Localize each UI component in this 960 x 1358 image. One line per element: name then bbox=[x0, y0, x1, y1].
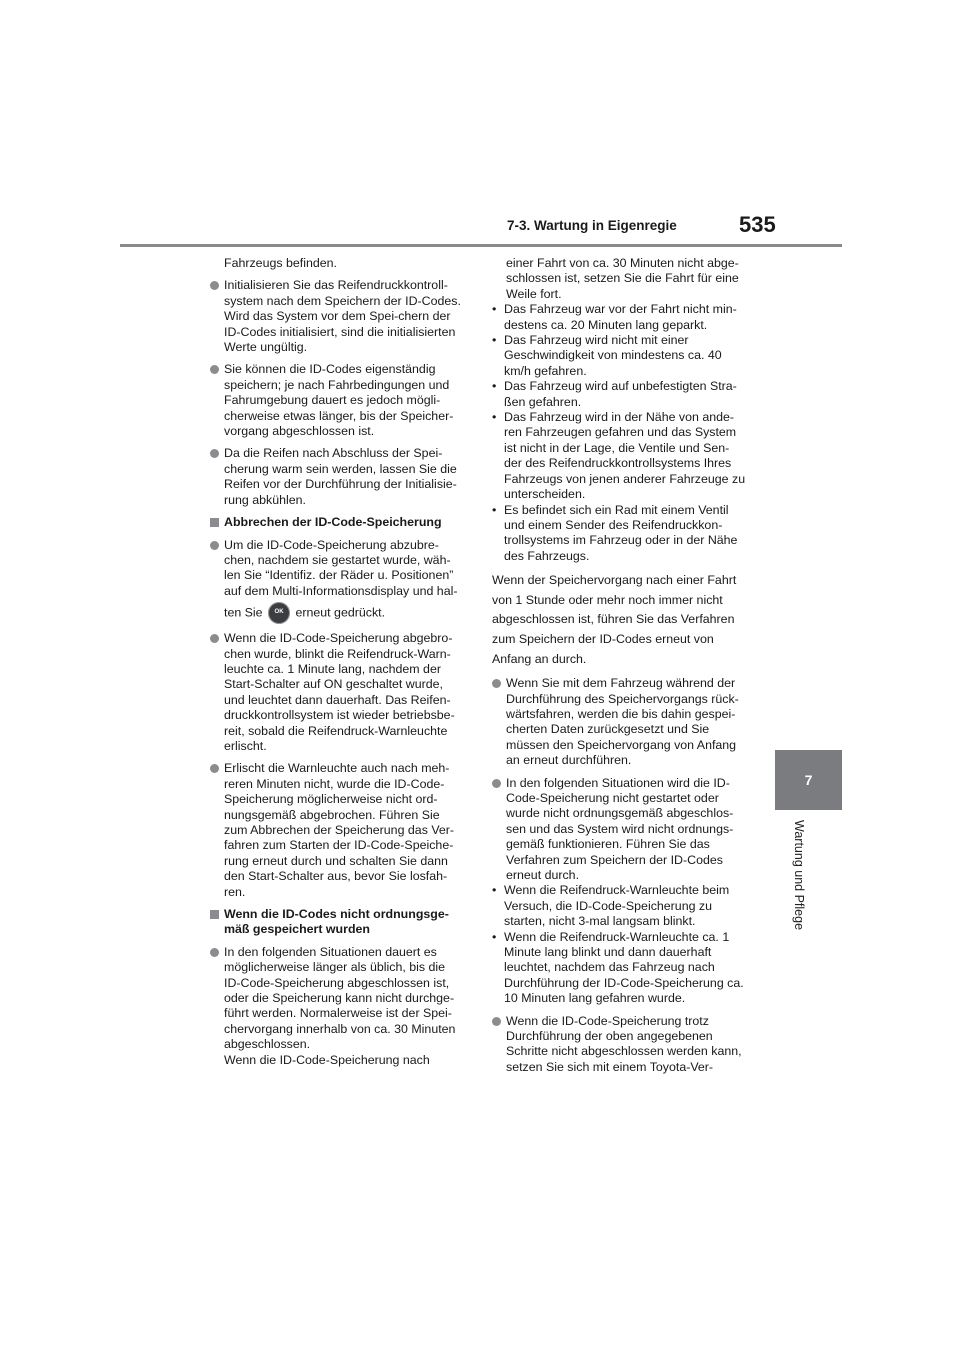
paragraph-text: Wenn die ID-Code-Speicherung abgebro-chen wurde, blinkt die Reifendruck-Warn-leuchte ca. 1 Minute lang, nachdem der Start-Schalter auf ON geschaltet wurde, und leuchtet dann dauerhaft. Das Reifen-druckkontrollsystem ist wieder betriebsbe-reit, sobald die Reifendruck-Warnleuchte erlischt. bbox=[224, 631, 455, 753]
bullet-paragraph bbox=[492, 776, 747, 884]
square-bullet-icon bbox=[210, 910, 219, 919]
paragraph-text: In den folgenden Situationen dauert es möglicherweise länger als üblich, bis die ID-Code-Speicherung abgeschlossen ist, oder die Speicherung kann nicht durchge-führt werden. Normalerweise ist der Spei-chervorgang innerhalb von ca. 30 Minuten abgeschlossen. bbox=[224, 944, 456, 1052]
paragraph-text: In den folgenden Situationen wird die ID-Code-Speicherung nicht gestartet oder wurde nicht ordnungsgemäß abgeschlos-sen und das System wird nicht ordnungs-gemäß funktionieren. Führen Sie das Verfahren zum Speichern der ID-Codes erneut durch. bbox=[506, 775, 734, 882]
paragraph-text: Um die ID-Code-Speicherung abzubre-chen, nachdem sie gestartet wurde, wäh-len Sie “Identifiz. der Räder u. Positionen” auf dem Multi-Informationsdisplay und hal- bbox=[224, 537, 458, 598]
left-column bbox=[210, 256, 465, 1075]
list-item-text: Wenn die Reifendruck-Warnleuchte beim Versuch, die ID-Code-Speicherung zu starten, nicht 3-mal langsam blinkt. bbox=[504, 883, 730, 929]
round-bullet-icon bbox=[210, 541, 219, 550]
paragraph-text: Da die Reifen nach Abschluss der Spei-cherung warm sein werden, lassen Sie die Reifen vor der Durchführung der Initialisie-rung abkühlen. bbox=[224, 446, 457, 507]
paragraph-text: Erlischt die Warnleuchte auch nach meh-reren Minuten nicht, wurde die ID-Code-Speicherung möglicherweise nicht ord-nungsgemäß abgebrochen. Führen Sie zum Abbrechen der Speicherung das Ver-fahren zum Starten der ID-Code-Speiche-rung erneut durch und schalten Sie dann den Start-Schalter aus, bevor Sie losfah-ren. bbox=[224, 761, 455, 899]
round-bullet-icon bbox=[210, 634, 219, 643]
subsection-heading bbox=[210, 515, 465, 530]
bullet-paragraph bbox=[210, 945, 465, 1068]
paragraph-text: Wenn die ID-Code-Speicherung nach bbox=[224, 1052, 430, 1067]
chapter-tab bbox=[775, 750, 842, 810]
bullet-paragraph bbox=[210, 362, 465, 439]
paragraph-text-with-button bbox=[224, 602, 465, 624]
bullet-dot: • bbox=[492, 929, 497, 944]
ok-button-icon: OK bbox=[268, 602, 290, 624]
round-bullet-icon bbox=[210, 948, 219, 957]
list-item bbox=[492, 379, 747, 410]
bullet-paragraph bbox=[210, 278, 465, 355]
round-bullet-icon bbox=[210, 365, 219, 374]
paragraph-text: Wenn die ID-Code-Speicherung trotz Durchführung der oben angegebenen Schritte nicht abgeschlossen werden kann, setzen Sie sich mit einem Toyota-Ver- bbox=[506, 1013, 742, 1074]
continued-text: einer Fahrt von ca. 30 Minuten nicht abge-schlossen ist, setzen Sie die Fahrt für eine Weile fort. bbox=[506, 256, 739, 301]
paragraph-text: ten Sie bbox=[224, 605, 263, 620]
header-divider bbox=[120, 244, 842, 247]
list-item bbox=[492, 302, 747, 333]
section-title: 7-3. Wartung in Eigenregie bbox=[507, 218, 677, 233]
page-number: 535 bbox=[739, 212, 776, 237]
bullet-dot: • bbox=[492, 883, 497, 898]
chapter-label: Wartung und Pflege bbox=[792, 820, 806, 931]
sub-list bbox=[492, 883, 747, 1006]
list-item-text: Es befindet sich ein Rad mit einem Ventil und einem Sender des Reifendruckkon-trollsystems im Fahrzeug oder in der Nähe des Fahrzeugs. bbox=[504, 502, 738, 563]
round-bullet-icon bbox=[492, 779, 501, 788]
bullet-paragraph bbox=[492, 1014, 747, 1076]
round-bullet-icon bbox=[210, 281, 219, 290]
subsection-heading bbox=[210, 907, 465, 938]
list-item bbox=[492, 930, 747, 1007]
round-bullet-icon bbox=[210, 764, 219, 773]
bullet-paragraph bbox=[210, 631, 465, 754]
right-column bbox=[492, 256, 747, 1082]
heading-text: Abbrechen der ID-Code-Speicherung bbox=[224, 515, 442, 530]
plain-paragraph: Wenn der Speichervorgang nach einer Fahrt von 1 Stunde oder mehr noch immer nicht abgeschlossen ist, führen Sie das Verfahren zum Speichern der ID-Codes erneut von Anfang an durch. bbox=[492, 573, 737, 666]
round-bullet-icon bbox=[492, 679, 501, 688]
round-bullet-icon bbox=[210, 449, 219, 458]
round-bullet-icon bbox=[492, 1017, 501, 1026]
list-item-text: Wenn die Reifendruck-Warnleuchte ca. 1 Minute lang blinkt und dann dauerhaft leuchtet, nachdem das Fahrzeug nach Durchführung der ID-Code-Speicherung ca. 10 Minuten lang gefahren wurde. bbox=[504, 929, 744, 1006]
list-item bbox=[492, 333, 747, 379]
bullet-paragraph bbox=[492, 676, 747, 768]
bullet-dot: • bbox=[492, 502, 497, 517]
list-item-text: Das Fahrzeug wird nicht mit einer Geschwindigkeit von mindestens ca. 40 km/h gefahren. bbox=[504, 333, 722, 378]
paragraph-text: Sie können die ID-Codes eigenständig speichern; je nach Fahrbedingungen und Fahrumgebung dauert es jedoch mögli-cherweise etwas länger, bis der Speicher-vorgang abgeschlossen ist. bbox=[224, 362, 454, 439]
chapter-number: 7 bbox=[804, 772, 813, 788]
bullet-paragraph bbox=[210, 538, 465, 625]
list-item-text: Das Fahrzeug war vor der Fahrt nicht min-destens ca. 20 Minuten lang geparkt. bbox=[504, 302, 737, 332]
paragraph-text: Initialisieren Sie das Reifendruckkontroll-system nach dem Speichern der ID-Codes. Wird das System vor dem Spei-chern der ID-Codes initialisiert, sind die initialisierten Werte ungültig. bbox=[224, 278, 461, 355]
bullet-paragraph bbox=[210, 446, 465, 508]
paragraph-text: erneut gedrückt. bbox=[295, 605, 386, 620]
heading-text: Wenn die ID-Codes nicht ordnungsge-mäß gespeichert wurden bbox=[224, 907, 449, 937]
continued-text: Fahrzeugs befinden. bbox=[224, 256, 337, 270]
list-item-text: Das Fahrzeug wird auf unbefestigten Stra-ßen gefahren. bbox=[504, 379, 737, 409]
list-item bbox=[492, 410, 747, 502]
bullet-paragraph bbox=[210, 761, 465, 900]
list-item bbox=[492, 883, 747, 929]
bullet-dot: • bbox=[492, 379, 497, 394]
sub-list bbox=[492, 302, 747, 564]
bullet-dot: • bbox=[492, 410, 497, 425]
list-item-text: Das Fahrzeug wird in der Nähe von ande-ren Fahrzeugen gefahren und das System ist nicht in der Lage, die Ventile und Sen-der des Reifendruckkontrollsystems Ihres Fahrzeugs von jenen anderer Fahrzeuge zu unterscheiden. bbox=[504, 410, 746, 502]
bullet-dot: • bbox=[492, 302, 497, 317]
square-bullet-icon bbox=[210, 518, 219, 527]
list-item bbox=[492, 503, 747, 565]
bullet-dot: • bbox=[492, 333, 497, 348]
paragraph-text: Wenn Sie mit dem Fahrzeug während der Durchführung des Speichervorgangs rück-wärtsfahren, werden die bis dahin gespei-cherten Daten zurückgesetzt und Sie müssen den Speichervorgang von Anfang an erneut durchführen. bbox=[506, 676, 739, 768]
